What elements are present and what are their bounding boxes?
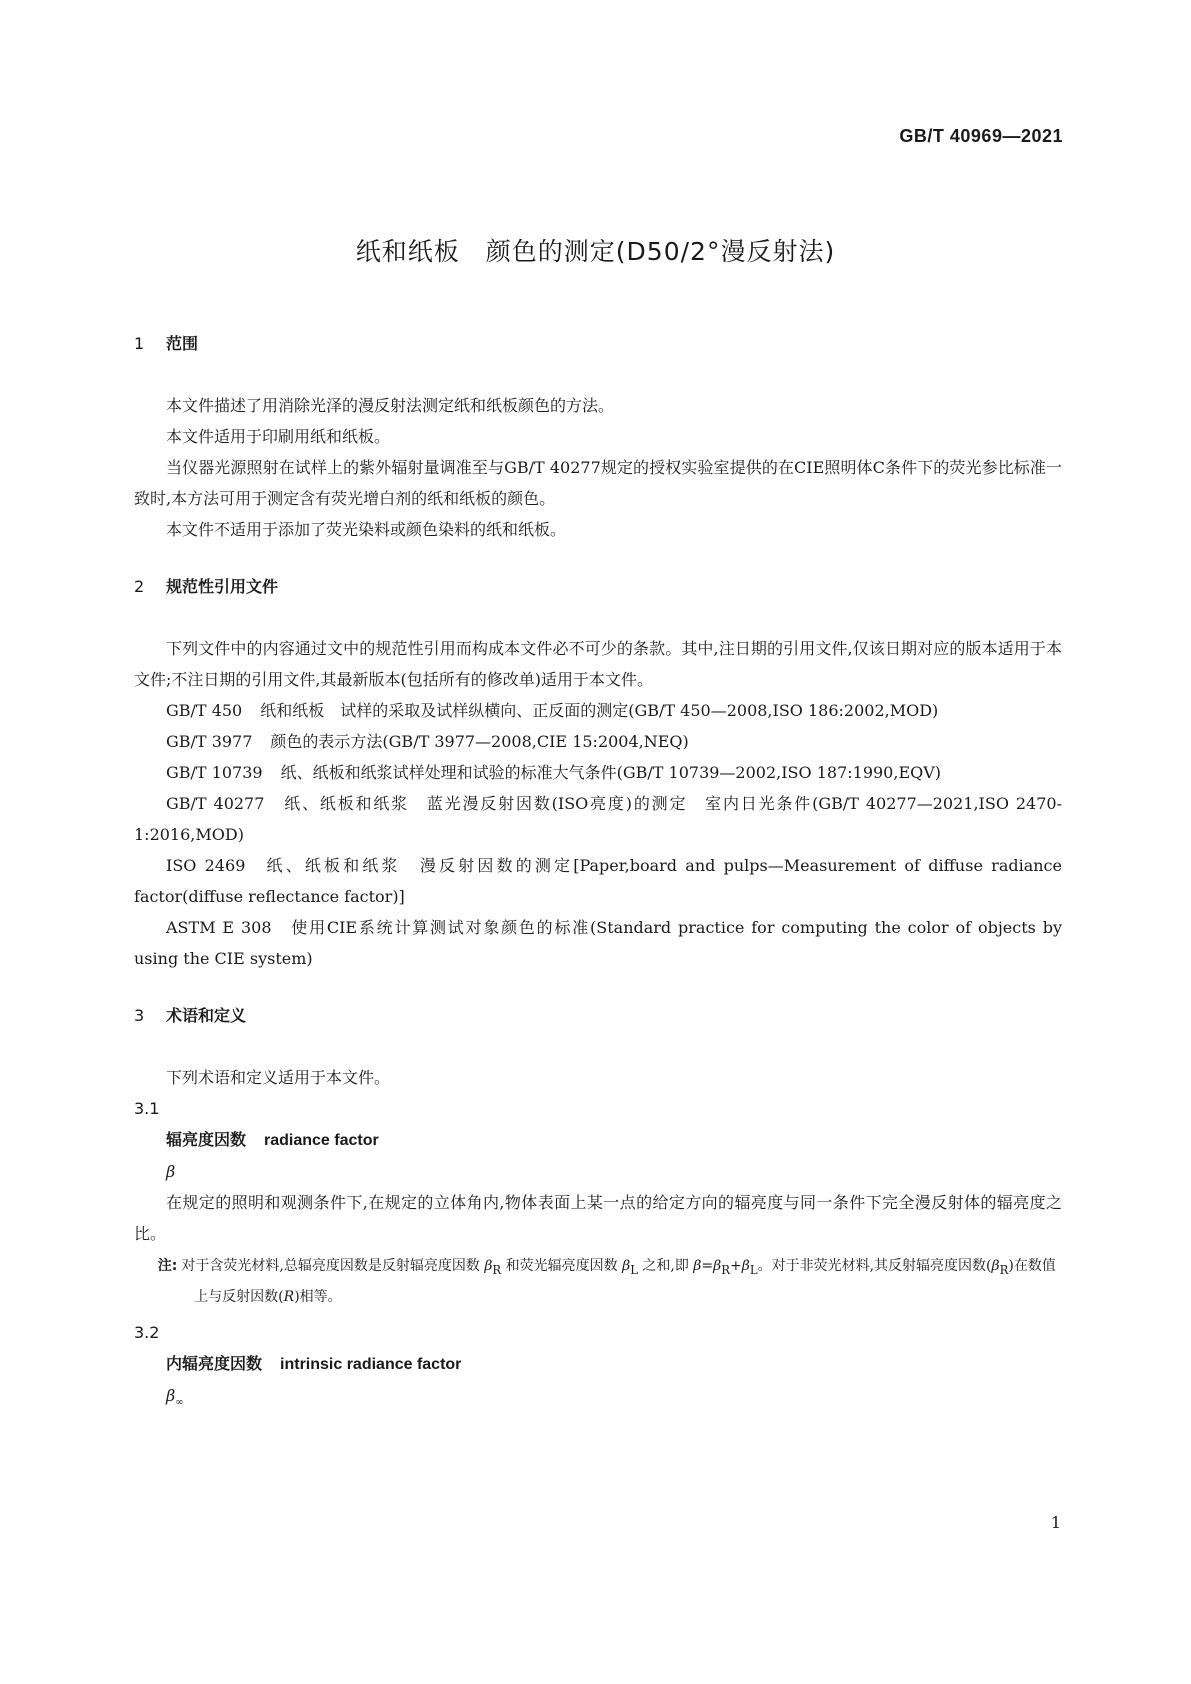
reference-item: GB/T 40277 纸、纸板和纸浆 蓝光漫反射因数(ISO亮度)的测定 室内日光条件(GB/T 40277—2021,ISO 2470-1:2016,MOD) xyxy=(134,794,1062,844)
section-2-heading: 2 规范性引用文件 xyxy=(134,577,279,596)
reference-item: GB/T 10739 纸、纸板和纸浆试样处理和试验的标准大气条件(GB/T 10739—2002,ISO 187:1990,EQV) xyxy=(166,763,942,782)
term-3-1-definition: 在规定的照明和观测条件下,在规定的立体角内,物体表面上某一点的给定方向的辐亮度与同一条件下完全漫反射体的辐亮度之比。 xyxy=(134,1193,1062,1243)
term-3-2-number: 3.2 xyxy=(134,1322,160,1342)
document-body xyxy=(134,332,1062,1418)
s1-para-1: 本文件描述了用消除光泽的漫反射法测定纸和纸板颜色的方法。 xyxy=(166,396,615,415)
section-1-heading: 1 范围 xyxy=(134,334,199,353)
reference-item: GB/T 450 纸和纸板 试样的采取及试样纵横向、正反面的测定(GB/T 450—2008,ISO 186:2002,MOD) xyxy=(166,701,939,720)
reference-item: ASTM E 308 使用CIE系统计算测试对象颜色的标准(Standard practice for computing the color of objects by using the CIE system) xyxy=(134,918,1062,968)
term-3-1-number: 3.1 xyxy=(134,1099,160,1118)
s1-para-2: 本文件适用于印刷用纸和纸板。 xyxy=(166,427,391,446)
s1-para-4: 本文件不适用于添加了荧光染料或颜色染料的纸和纸板。 xyxy=(166,520,567,539)
term-3-1-symbol: β xyxy=(166,1162,176,1181)
term-3-2-symbol: $\beta_\infty$ xyxy=(166,1385,184,1408)
page-number: 1 xyxy=(1050,1513,1061,1532)
s3-intro: 下列术语和定义适用于本文件。 xyxy=(166,1068,391,1087)
document-title: 纸和纸板 颜色的测定(D50/2°漫反射法) xyxy=(355,237,836,266)
reference-item: ISO 2469 纸、纸板和纸浆 漫反射因数的测定[Paper,board and pulps—Measurement of diffuse radiance factor(diffuse reflectance factor)] xyxy=(134,856,1062,906)
section-3-heading: 3 术语和定义 xyxy=(134,1006,247,1025)
s1-para-3: 当仪器光源照射在试样上的紫外辐射量调准至与GB/T 40277规定的授权实验室提供的在CIE照明体C条件下的荧光参比标准一致时,本方法可用于测定含有荧光增白剂的纸和纸板的颜色。 xyxy=(134,458,1062,508)
term-3-1-note: 注: 对于含荧光材料,总辐亮度因数是反射辐亮度因数 $\beta_R$ 和荧光辐亮度因数 $\beta_L$ 之和,即 $\beta=\beta_R+\beta_L$。对于非荧光材料,其反射辐亮度因数$(\beta_R)$在数值上与反射因数(R)相等。 xyxy=(157,1258,1056,1305)
reference-item: GB/T 3977 颜色的表示方法(GB/T 3977—2008,CIE 15:2004,NEQ) xyxy=(166,732,689,751)
term-3-2: 内辐亮度因数 intrinsic radiance factor xyxy=(166,1353,462,1373)
term-3-1: 辐亮度因数 radiance factor xyxy=(166,1130,379,1149)
standard-number: GB/T 40969—2021 xyxy=(899,126,1063,146)
s2-intro: 下列文件中的内容通过文中的规范性引用而构成本文件必不可少的条款。其中,注日期的引用文件,仅该日期对应的版本适用于本文件;不注日期的引用文件,其最新版本(包括所有的修改单)适用于本文件。 xyxy=(134,639,1062,689)
